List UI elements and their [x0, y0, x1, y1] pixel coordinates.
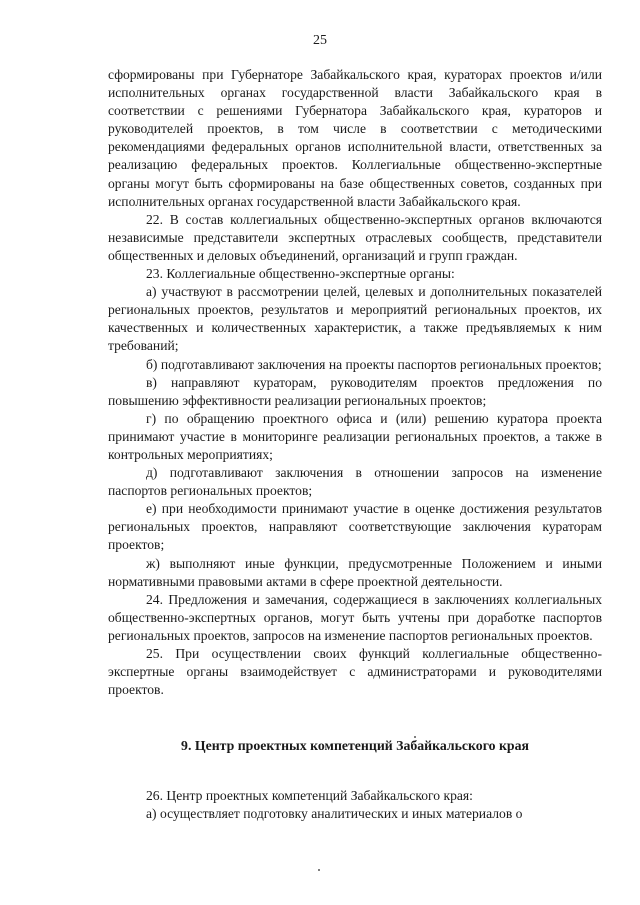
paragraph-25: 25. При осуществлении своих функций коллегиальные общественно-экспертные органы взаимодействует с администраторами и руководителями проектов. [108, 646, 602, 698]
list-item-zh: ж) выполняют иные функции, предусмотренные Положением и иными нормативными правовыми актами в сфере проектной деятельности. [108, 555, 602, 589]
list-item-a: а) участвуют в рассмотрении целей, целевых и дополнительных показателей региональных проектов, результатов и мероприятий региональных проектов, их качественных и количественных характеристик, а также предъявляемых к ним требований; [108, 284, 602, 354]
scan-speck [318, 869, 320, 871]
list-item-e: е) при необходимости принимают участие в оценке достижения результатов региональных проектов, направляют соответствующие заключения кураторам проектов; [108, 501, 602, 553]
list-item-a-26: а) осуществляет подготовку аналитических и иных материалов о [146, 806, 523, 822]
paragraph-continuation: сформированы при Губернаторе Забайкальского края, кураторах проектов и/или исполнительных органах государственной власти Забайкальского края в соответствии с решениями Губернатора Забайкальского края, кураторов и руководителей проектов, в том числе в соответствии с методическими рекомендациями федеральных органов исполнительной власти, ответственных за реализацию федеральных проектов. Коллегиальные общественно-экспертные органы могут быть сформированы на базе общественных советов, созданных при исполнительных органах государственной власти Забайкальского края. [108, 67, 602, 209]
paragraph-26: 26. Центр проектных компетенций Забайкальского края: [146, 788, 473, 804]
list-item-v: в) направляют кураторам, руководителям проектов предложения по повышению эффективности реализации региональных проектов; [108, 374, 602, 408]
list-item-b: б) подготавливают заключения на проекты паспортов региональных проектов; [146, 356, 602, 372]
paragraph-22: 22. В состав коллегиальных общественно-экспертных органов включаются независимые представители экспертных отраслевых сообществ, представители общественных и деловых объединений, организаций и групп граждан. [108, 211, 602, 263]
document-body [108, 66, 602, 823]
list-item-g: г) по обращению проектного офиса и (или) решению куратора проекта принимают участие в мониторинге реализации региональных проектов, а также в контрольных мероприятиях; [108, 410, 602, 462]
section-heading: 9. Центр проектных компетенций Забайкальского края [181, 738, 529, 754]
list-item-d: д) подготавливают заключения в отношении запросов на изменение паспортов региональных проектов; [108, 465, 602, 499]
scan-speck [414, 736, 416, 738]
page-number: 25 [313, 33, 327, 48]
paragraph-24: 24. Предложения и замечания, содержащиеся в заключениях коллегиальных общественно-экспертных органов, могут быть учтены при доработке паспортов региональных проектов, запросов на изменение паспортов региональных проектов. [108, 591, 602, 643]
paragraph-23: 23. Коллегиальные общественно-экспертные органы: [146, 266, 455, 282]
